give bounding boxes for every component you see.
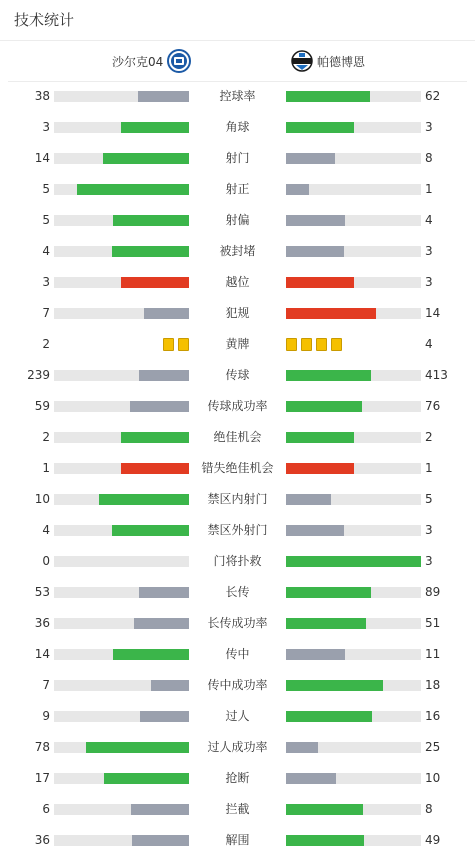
away-stat-bar-fill	[286, 711, 372, 722]
away-stat-bar	[286, 401, 421, 412]
stat-row	[0, 608, 475, 639]
home-stat-bar-fill	[121, 432, 189, 443]
stat-row	[0, 391, 475, 422]
stat-label: 错失绝佳机会	[201, 461, 274, 475]
stat-label: 传中	[225, 647, 250, 661]
away-stat-value: 25	[425, 740, 441, 754]
home-stat-value: 5	[42, 213, 50, 227]
away-stat-bar	[286, 463, 421, 474]
away-stat-bar	[286, 277, 421, 288]
stat-row	[0, 515, 475, 546]
away-stat-bar-fill	[286, 277, 354, 288]
home-stat-bar-fill	[144, 308, 189, 319]
home-stat-bar	[54, 742, 189, 753]
stat-label: 黄牌	[225, 337, 250, 351]
stat-row	[0, 794, 475, 825]
home-stat-bar	[54, 680, 189, 691]
home-stat-bar-fill	[121, 277, 189, 288]
home-stat-bar	[54, 618, 189, 629]
away-team-name: 帕德博恩	[317, 54, 366, 69]
home-stat-bar	[54, 153, 189, 164]
home-yellow-cards	[163, 338, 189, 351]
away-stat-bar-fill	[286, 91, 370, 102]
home-stat-value: 14	[34, 647, 50, 661]
home-stat-value: 17	[34, 771, 50, 785]
away-stat-bar-fill	[286, 680, 383, 691]
home-stat-value: 3	[42, 275, 50, 289]
home-stat-bar	[54, 91, 189, 102]
stat-label: 禁区内射门	[207, 492, 268, 506]
away-stat-value: 1	[425, 182, 433, 196]
stat-row	[0, 577, 475, 608]
home-stat-bar-fill	[121, 122, 189, 133]
stat-row	[0, 329, 475, 360]
home-stat-bar-fill	[139, 587, 189, 598]
stats-header	[0, 0, 475, 41]
home-stat-bar-fill	[104, 773, 189, 784]
away-stat-value: 3	[425, 554, 433, 568]
away-stat-bar	[286, 308, 421, 319]
home-stat-value: 7	[42, 678, 50, 692]
page-title: 技术统计	[14, 11, 75, 29]
home-stat-value: 239	[27, 368, 50, 382]
away-stat-value: 2	[425, 430, 433, 444]
stat-label: 过人成功率	[207, 740, 268, 754]
away-stat-value: 10	[425, 771, 441, 785]
stat-label: 射偏	[225, 213, 250, 227]
away-stat-bar	[286, 773, 421, 784]
away-stat-bar-fill	[286, 370, 371, 381]
away-stat-value: 49	[425, 833, 441, 847]
home-stat-value: 6	[42, 802, 50, 816]
away-stat-bar-fill	[286, 587, 371, 598]
home-stat-value: 10	[34, 492, 50, 506]
away-stat-bar-fill	[286, 401, 362, 412]
home-stat-bar	[54, 401, 189, 412]
home-stat-bar	[54, 122, 189, 133]
stat-row	[0, 639, 475, 670]
home-stat-bar-fill	[113, 215, 189, 226]
stat-label: 抢断	[225, 771, 250, 785]
away-stat-value: 62	[425, 89, 441, 103]
away-stat-bar	[286, 370, 421, 381]
away-stat-value: 5	[425, 492, 433, 506]
away-stat-bar-fill	[286, 618, 366, 629]
away-stat-bar	[286, 618, 421, 629]
schalke-logo-icon	[167, 49, 191, 73]
home-stat-value: 36	[34, 616, 50, 630]
stat-row	[0, 825, 475, 856]
home-stat-bar	[54, 246, 189, 257]
stat-row	[0, 763, 475, 794]
away-stat-bar-fill	[286, 463, 354, 474]
home-stat-value: 59	[34, 399, 50, 413]
away-stat-bar	[286, 432, 421, 443]
away-stat-value: 4	[425, 337, 433, 351]
away-stat-bar-fill	[286, 494, 331, 505]
stat-label: 越位	[225, 275, 250, 289]
away-stat-value: 18	[425, 678, 441, 692]
home-stat-bar	[54, 277, 189, 288]
stat-row	[0, 422, 475, 453]
home-stat-bar-fill	[121, 463, 189, 474]
paderborn-logo-icon	[290, 49, 314, 73]
stat-row	[0, 174, 475, 205]
away-stat-bar-fill	[286, 835, 364, 846]
away-stat-bar	[286, 246, 421, 257]
away-stat-value: 3	[425, 244, 433, 258]
home-stat-value: 3	[42, 120, 50, 134]
stat-row	[0, 484, 475, 515]
home-stat-value: 53	[34, 585, 50, 599]
away-stat-bar-fill	[286, 525, 344, 536]
away-stat-value: 8	[425, 151, 433, 165]
home-stat-value: 78	[34, 740, 50, 754]
stat-row	[0, 143, 475, 174]
away-stat-bar	[286, 153, 421, 164]
yellow-card-icon	[331, 338, 342, 351]
home-stat-bar	[54, 463, 189, 474]
away-stat-bar	[286, 680, 421, 691]
stat-label: 射正	[225, 182, 250, 196]
away-stat-bar-fill	[286, 246, 344, 257]
away-stat-value: 76	[425, 399, 441, 413]
stat-label: 过人	[225, 709, 250, 723]
stat-row	[0, 112, 475, 143]
away-stat-value: 3	[425, 523, 433, 537]
home-stat-value: 38	[34, 89, 50, 103]
away-stat-bar-fill	[286, 649, 345, 660]
stat-row	[0, 670, 475, 701]
away-stat-value: 413	[425, 368, 448, 382]
away-stat-bar	[286, 122, 421, 133]
teams-bar	[8, 41, 467, 82]
stat-label: 长传成功率	[207, 616, 268, 630]
home-stat-value: 7	[42, 306, 50, 320]
away-stat-value: 3	[425, 275, 433, 289]
away-stat-bar	[286, 215, 421, 226]
home-team-name: 沙尔克04	[112, 54, 164, 69]
away-stat-value: 8	[425, 802, 433, 816]
home-stat-bar-fill	[138, 91, 189, 102]
stat-label: 被封堵	[219, 244, 256, 258]
stat-label: 拦截	[225, 802, 250, 816]
stat-label: 解围	[225, 833, 250, 847]
home-stat-bar-fill	[130, 401, 189, 412]
home-stat-bar-fill	[134, 618, 189, 629]
away-stat-value: 11	[425, 647, 441, 661]
stat-row	[0, 205, 475, 236]
away-stat-bar	[286, 835, 421, 846]
home-stat-bar	[54, 494, 189, 505]
stat-label: 犯规	[225, 306, 250, 320]
yellow-card-icon	[301, 338, 312, 351]
home-stat-bar	[54, 525, 189, 536]
home-stat-bar	[54, 649, 189, 660]
home-stat-bar	[54, 711, 189, 722]
away-stat-bar	[286, 556, 421, 567]
home-stat-bar-fill	[99, 494, 189, 505]
home-stat-value: 36	[34, 833, 50, 847]
home-stat-value: 1	[42, 461, 50, 475]
away-stat-bar-fill	[286, 122, 354, 133]
away-stat-value: 51	[425, 616, 441, 630]
stat-label: 角球	[225, 120, 250, 134]
home-stat-bar	[54, 432, 189, 443]
yellow-card-icon	[316, 338, 327, 351]
stat-label: 传球	[225, 368, 250, 382]
away-stat-value: 3	[425, 120, 433, 134]
away-stat-bar	[286, 494, 421, 505]
stat-label: 传球成功率	[207, 399, 268, 413]
home-stat-bar-fill	[77, 184, 189, 195]
stat-label: 传中成功率	[207, 678, 268, 692]
away-stat-bar-fill	[286, 773, 336, 784]
away-stat-bar-fill	[286, 804, 363, 815]
away-yellow-cards	[286, 338, 342, 351]
home-stat-value: 14	[34, 151, 50, 165]
home-stat-value: 4	[42, 523, 50, 537]
away-stat-bar-fill	[286, 215, 345, 226]
home-stat-bar-fill	[131, 804, 189, 815]
away-stat-bar-fill	[286, 184, 309, 195]
stat-row	[0, 546, 475, 577]
home-stat-value: 4	[42, 244, 50, 258]
home-stat-bar	[54, 804, 189, 815]
home-stat-bar	[54, 370, 189, 381]
away-stat-bar	[286, 184, 421, 195]
away-stat-value: 1	[425, 461, 433, 475]
away-stat-value: 4	[425, 213, 433, 227]
away-stat-value: 16	[425, 709, 441, 723]
away-stat-bar	[286, 587, 421, 598]
away-stat-bar	[286, 711, 421, 722]
home-stat-value: 0	[42, 554, 50, 568]
away-stat-bar-fill	[286, 432, 354, 443]
stat-row	[0, 298, 475, 329]
stat-row	[0, 453, 475, 484]
away-stat-bar	[286, 525, 421, 536]
home-stat-bar	[54, 215, 189, 226]
yellow-card-icon	[178, 338, 189, 351]
away-stat-bar	[286, 742, 421, 753]
away-stat-bar-fill	[286, 742, 318, 753]
home-stat-bar-fill	[86, 742, 189, 753]
stat-label: 长传	[225, 585, 250, 599]
home-stat-bar-fill	[139, 370, 189, 381]
stat-label: 控球率	[219, 89, 256, 103]
home-stat-value: 5	[42, 182, 50, 196]
away-stat-bar-fill	[286, 153, 335, 164]
stat-label: 禁区外射门	[207, 523, 268, 537]
home-stat-bar	[54, 773, 189, 784]
home-stat-bar	[54, 587, 189, 598]
away-stat-bar	[286, 91, 421, 102]
home-stat-bar-fill	[103, 153, 189, 164]
yellow-card-icon	[286, 338, 297, 351]
stat-label: 绝佳机会	[213, 430, 262, 444]
home-stat-bar-fill	[151, 680, 189, 691]
stat-row	[0, 81, 475, 112]
home-stat-value: 2	[42, 337, 50, 351]
stat-row	[0, 732, 475, 763]
away-stat-bar-fill	[286, 556, 421, 567]
home-stat-bar-fill	[112, 246, 189, 257]
stat-row	[0, 267, 475, 298]
away-stat-bar	[286, 804, 421, 815]
home-stat-bar	[54, 556, 189, 567]
away-stat-bar	[286, 649, 421, 660]
away-stat-value: 14	[425, 306, 441, 320]
away-stat-value: 89	[425, 585, 441, 599]
home-stat-bar	[54, 184, 189, 195]
home-team[interactable]	[112, 41, 191, 81]
home-stat-value: 2	[42, 430, 50, 444]
stat-row	[0, 236, 475, 267]
home-stat-bar-fill	[112, 525, 189, 536]
home-stat-bar-fill	[132, 835, 189, 846]
home-stat-bar-fill	[140, 711, 189, 722]
home-stat-bar-fill	[113, 649, 189, 660]
stat-label: 射门	[225, 151, 250, 165]
yellow-card-icon	[163, 338, 174, 351]
stat-label: 门将扑救	[213, 554, 262, 568]
stat-row	[0, 701, 475, 732]
home-stat-bar	[54, 835, 189, 846]
stat-row	[0, 360, 475, 391]
away-team[interactable]	[290, 41, 365, 81]
home-stat-bar	[54, 308, 189, 319]
home-stat-value: 9	[42, 709, 50, 723]
away-stat-bar-fill	[286, 308, 376, 319]
stats-list	[0, 81, 475, 856]
